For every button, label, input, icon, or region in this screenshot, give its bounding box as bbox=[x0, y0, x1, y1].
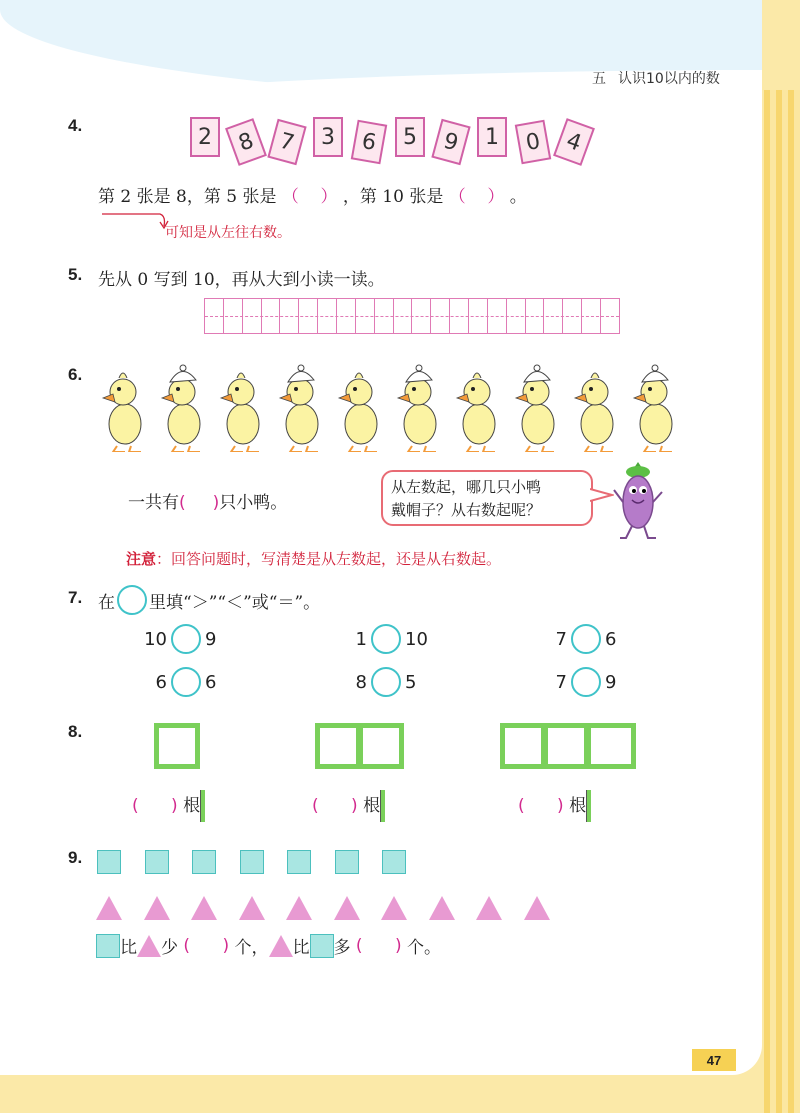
question-7-text bbox=[98, 585, 320, 615]
stick-icon bbox=[200, 790, 205, 822]
grid-cell[interactable] bbox=[224, 299, 243, 333]
q8-answer-2[interactable]: ( ) 根 bbox=[312, 790, 385, 822]
stick-square-1 bbox=[154, 723, 200, 769]
triangle-icon bbox=[96, 896, 122, 920]
bubble-line-2: 戴帽子？从右数起呢？ bbox=[391, 501, 542, 519]
duck-total-prefix: 一共有 bbox=[128, 493, 179, 513]
triangle-icon bbox=[524, 896, 550, 920]
right-value: 5 bbox=[405, 671, 417, 693]
compare-circle-input[interactable] bbox=[371, 624, 401, 654]
grid-cell[interactable] bbox=[544, 299, 563, 333]
page-edge-stripes bbox=[764, 90, 800, 1113]
triangle-icon bbox=[269, 935, 293, 957]
right-value: 9 bbox=[205, 628, 217, 650]
grid-cell[interactable] bbox=[356, 299, 375, 333]
duck-with-hat-icon bbox=[156, 362, 206, 452]
grid-cell[interactable] bbox=[243, 299, 262, 333]
left-value: 7 bbox=[555, 671, 567, 693]
right-value: 9 bbox=[605, 671, 617, 693]
comparison-item bbox=[343, 667, 416, 697]
stick-square-3c bbox=[586, 723, 636, 769]
number-card: 2 bbox=[190, 117, 220, 157]
grid-cell[interactable] bbox=[318, 299, 337, 333]
stick-icon bbox=[380, 790, 385, 822]
grid-cell[interactable] bbox=[601, 299, 619, 333]
grid-cell[interactable] bbox=[412, 299, 431, 333]
duck-icon bbox=[97, 362, 147, 452]
bubble-line-1: 从左数起，哪几只小鸭 bbox=[391, 478, 542, 496]
duck-with-hat-icon bbox=[510, 362, 560, 452]
speech-bubble bbox=[381, 470, 593, 526]
unit-label: 根 bbox=[183, 796, 201, 816]
duck-icon bbox=[569, 362, 619, 452]
unit-label: 根 bbox=[363, 796, 381, 816]
grid-cell[interactable] bbox=[488, 299, 507, 333]
square-icon bbox=[335, 850, 359, 874]
right-value: 6 bbox=[605, 628, 617, 650]
stick-square-3a bbox=[500, 723, 546, 769]
duck-with-hat-icon bbox=[628, 362, 678, 452]
comparison-item bbox=[543, 667, 616, 697]
ge-text-1: 个， bbox=[234, 938, 269, 958]
comparison-item bbox=[543, 624, 616, 654]
q9-sentence bbox=[96, 933, 441, 958]
grid-cell[interactable] bbox=[526, 299, 545, 333]
note-label: 注意 bbox=[126, 550, 157, 568]
right-value: 10 bbox=[405, 628, 428, 650]
grid-cell[interactable] bbox=[507, 299, 526, 333]
duck-with-hat-icon bbox=[392, 362, 442, 452]
grid-cell[interactable] bbox=[337, 299, 356, 333]
compare-circle-input[interactable] bbox=[571, 624, 601, 654]
square-icon bbox=[192, 850, 216, 874]
number-card: 3 bbox=[313, 117, 343, 157]
left-value: 6 bbox=[155, 671, 167, 693]
square-icon bbox=[240, 850, 264, 874]
q9-blank-2[interactable]: ( ) bbox=[350, 935, 407, 956]
duck-total-suffix: 只小鸭。 bbox=[219, 493, 288, 513]
grid-cell[interactable] bbox=[375, 299, 394, 333]
number-card: 5 bbox=[395, 117, 425, 157]
grid-cell[interactable] bbox=[205, 299, 224, 333]
grid-cell[interactable] bbox=[394, 299, 413, 333]
left-value: 7 bbox=[555, 628, 567, 650]
q4-answer-blank-1[interactable]: （ ） bbox=[281, 187, 338, 207]
number-card: 6 bbox=[351, 120, 387, 165]
grid-cell[interactable] bbox=[280, 299, 299, 333]
comparison-item bbox=[143, 624, 216, 654]
grid-cell[interactable] bbox=[582, 299, 601, 333]
duo-text: 多 bbox=[333, 938, 351, 958]
grid-cell[interactable] bbox=[450, 299, 469, 333]
grid-cell[interactable] bbox=[431, 299, 450, 333]
question-8-number: 8. bbox=[68, 722, 83, 741]
example-circle bbox=[117, 585, 147, 615]
triangle-icon bbox=[429, 896, 455, 920]
square-icon bbox=[145, 850, 169, 874]
compare-circle-input[interactable] bbox=[571, 667, 601, 697]
q7-text-a: 在 bbox=[98, 592, 115, 613]
q8-answer-3[interactable]: ( ) 根 bbox=[518, 790, 591, 822]
grid-cell[interactable] bbox=[563, 299, 582, 333]
unit-number: 五 bbox=[592, 71, 606, 87]
square-icon bbox=[97, 850, 121, 874]
question-9-number: 9. bbox=[68, 848, 83, 867]
compare-circle-input[interactable] bbox=[171, 624, 201, 654]
eggplant-mascot-icon bbox=[612, 462, 664, 542]
comparison-item bbox=[143, 667, 216, 697]
triangle-icon bbox=[191, 896, 217, 920]
left-value: 1 bbox=[355, 628, 367, 650]
grid-cell[interactable] bbox=[469, 299, 488, 333]
question-5-number: 5. bbox=[68, 265, 83, 284]
duck-total-line bbox=[128, 488, 287, 513]
duck-with-hat-icon bbox=[274, 362, 324, 452]
duck-icon bbox=[215, 362, 265, 452]
triangle-icon bbox=[334, 896, 360, 920]
note-text bbox=[126, 548, 501, 569]
number-card: 4 bbox=[553, 118, 595, 166]
comparison-item bbox=[343, 624, 428, 654]
page-number: 47 bbox=[692, 1049, 736, 1071]
square-icon bbox=[287, 850, 311, 874]
duck-total-blank[interactable]: ( ) bbox=[179, 493, 220, 513]
q4-line-a: 第 2 张是 8，第 5 张是 bbox=[98, 187, 277, 207]
square-icon bbox=[382, 850, 406, 874]
question-6-number: 6. bbox=[68, 365, 83, 384]
number-card: 0 bbox=[515, 120, 551, 165]
square-icon bbox=[96, 934, 120, 958]
bi-text: 比 bbox=[292, 938, 310, 958]
question-5-text: 先从 0 写到 10，再从大到小读一读。 bbox=[98, 270, 385, 290]
q9-blank-1[interactable]: ( ) bbox=[178, 935, 235, 956]
triangle-icon bbox=[286, 896, 312, 920]
q8-answer-1[interactable]: ( ) 根 bbox=[132, 790, 205, 822]
grid-cell[interactable] bbox=[299, 299, 318, 333]
stick-square-2b bbox=[358, 723, 404, 769]
number-card: 7 bbox=[267, 119, 306, 165]
triangle-icon bbox=[144, 896, 170, 920]
hint-arrow bbox=[100, 208, 170, 234]
note-body: ：回答问题时，写清楚是从左数起，还是从右数起。 bbox=[156, 550, 502, 568]
bubble-tail bbox=[590, 485, 614, 505]
question-4-number: 4. bbox=[68, 116, 83, 135]
square-icon bbox=[310, 934, 334, 958]
ge-text-2: 个。 bbox=[407, 938, 441, 958]
left-value: 8 bbox=[355, 671, 367, 693]
triangle-icon bbox=[137, 935, 161, 957]
question-4-text bbox=[98, 182, 527, 207]
duck-icon bbox=[451, 362, 501, 452]
running-header bbox=[592, 68, 732, 88]
question-7-number: 7. bbox=[68, 588, 83, 607]
stick-icon bbox=[586, 790, 591, 822]
grid-cell[interactable] bbox=[262, 299, 281, 333]
triangle-icon bbox=[476, 896, 502, 920]
compare-circle-input[interactable] bbox=[371, 667, 401, 697]
unit-title: 认识10以内的数 bbox=[618, 71, 720, 87]
number-card: 9 bbox=[431, 119, 470, 165]
hint-text: 可知是从左往右数。 bbox=[165, 225, 291, 241]
left-value: 10 bbox=[144, 628, 167, 650]
writing-grid[interactable] bbox=[204, 298, 620, 334]
number-card: 8 bbox=[225, 118, 267, 166]
stick-square-2a bbox=[315, 723, 361, 769]
q4-answer-blank-2[interactable]: （ ） bbox=[448, 187, 505, 207]
q4-line-b: ，第 10 张是 bbox=[342, 187, 444, 207]
right-value: 6 bbox=[205, 671, 217, 693]
q7-text-b: 里填“＞”“＜”或“＝”。 bbox=[149, 592, 321, 613]
number-card: 1 bbox=[477, 117, 507, 157]
bi-text: 比 bbox=[120, 938, 137, 958]
shao-text: 少 bbox=[161, 938, 178, 958]
triangle-icon bbox=[239, 896, 265, 920]
unit-label: 根 bbox=[569, 796, 587, 816]
stick-square-3b bbox=[543, 723, 589, 769]
triangle-icon bbox=[381, 896, 407, 920]
duck-icon bbox=[333, 362, 383, 452]
q4-line-end: 。 bbox=[509, 187, 527, 207]
compare-circle-input[interactable] bbox=[171, 667, 201, 697]
